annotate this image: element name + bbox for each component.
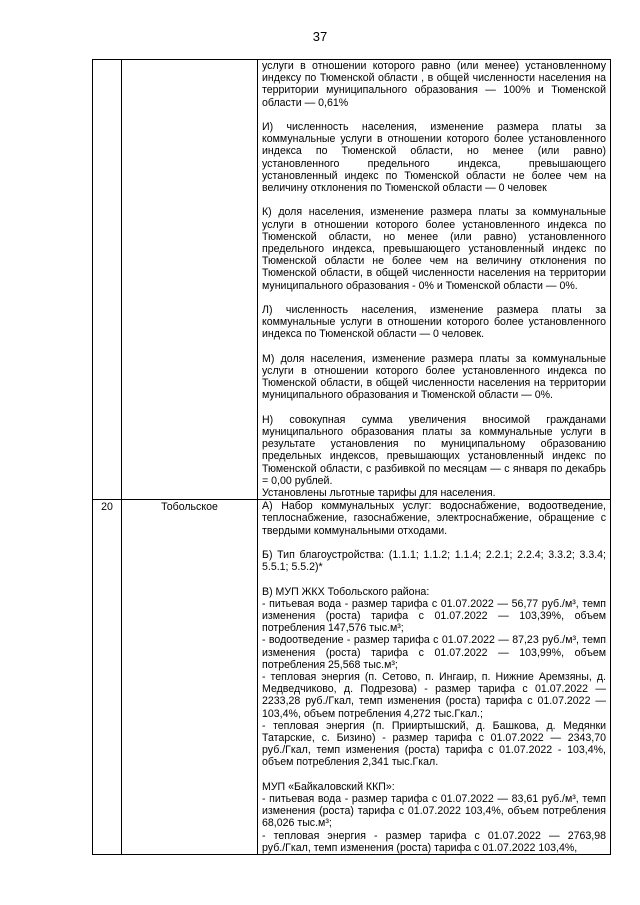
paragraph [262, 414, 606, 499]
text-line: - тепловая энергия (п. Прииртышский, д. Башкова, д. Медянки [262, 719, 606, 732]
page-number: 37 [312, 29, 328, 44]
paragraph [262, 586, 606, 769]
text-line: объем потребления 2,341 тыс.Гкал. [262, 756, 439, 769]
text-line: И) численность населения, изменение размера платы за [262, 121, 606, 133]
text-line: теплоснабжение, газоснабжение, электроснабжение, обращение с [262, 512, 606, 525]
text-line: услуги в отношении которого более установленного индекса по [262, 365, 606, 378]
text-line: изменения (роста) тарифа с 01.07.2022 103,4%, объем потребления [262, 805, 606, 818]
paragraph [262, 304, 606, 341]
text-line: территории муниципального образования — 100% и Тюменской [262, 84, 606, 97]
text-line: Тюменской области, но менее (или равно) установленного [262, 230, 606, 243]
paragraph [262, 121, 606, 194]
text-line: = 0,00 рублей. [262, 474, 333, 487]
text-line: области — 0,61% [262, 96, 349, 109]
text-line: Тюменской области не более чем на величину отклонения по [262, 255, 606, 268]
table-row-20 [93, 500, 611, 855]
text-line: - тепловая энергия - размер тарифа с 01.07.2022 — 2763,98 [262, 829, 606, 842]
table-row-previous [93, 60, 611, 500]
text-line: Л) численность населения, изменение размера платы за [262, 304, 606, 317]
text-line: МУП «Байкаловский ККП»: [262, 780, 395, 793]
text-line: Медведчиково, д. Подрезова) - размер тарифа с 01.07.2022 — [262, 683, 606, 696]
text-line: 68,026 тыс.м³; [262, 817, 332, 830]
text-line: установленного предельного индекса, превышающего [262, 157, 606, 170]
text-line: предельного индекса, превышающего установленный индекс по [262, 243, 606, 256]
text-line: Установлены льготные тарифы для населения. [262, 487, 496, 500]
paragraph [262, 206, 606, 291]
text-line: индексу по Тюменской области , в общей численности населения на [262, 72, 606, 85]
text-line: А) Набор коммунальных услуг: водоснабжение, водоотведение, [262, 500, 606, 513]
text-line: Б) Тип благоустройства: (1.1.1; 1.1.2; 1.1.4; 2.2.1; 2.2.4; 3.3.2; 3.3.4; [262, 549, 606, 562]
text-line: Тюменской области, с разбивкой по месяцам — с января по декабрь [262, 462, 606, 475]
text-line: услуги в отношении которого равно (или менее) установленному [262, 60, 606, 72]
text-line: величину отклонения по Тюменской области — 0 человек [262, 182, 547, 195]
data-table [92, 59, 611, 855]
text-line: изменения (роста) тарифа с 01.07.2022 — 103,99%, объем [262, 646, 606, 659]
paragraph [262, 60, 606, 109]
municipality-cell [122, 60, 258, 500]
text-line: - питьевая вода - размер тарифа с 01.07.2022 — 83,61 руб./м³, темп [262, 793, 606, 806]
text-line: индекса по Тюменской области, но менее (или равно) [262, 145, 606, 158]
text-line: М) доля населения, изменение размера платы за коммунальные [262, 352, 606, 365]
text-line: - тепловая энергия (п. Сетово, п. Ингаир, п. Нижние Аремзяны, д. [262, 671, 606, 684]
text-line: индекса по Тюменской области — 0 человек. [262, 328, 485, 341]
text-line: потребления 147,576 тыс.м³; [262, 622, 404, 635]
text-line: коммунальные услуги в отношении которого более установленного [262, 133, 606, 146]
text-line: изменения (роста) тарифа с 01.07.2022 — 103,39%, объем [262, 610, 606, 623]
text-line: муниципального образования платы за коммунальные услуги в [262, 426, 606, 439]
paragraph [262, 500, 606, 537]
text-line: руб./Гкал, темп изменения (роста) тарифа с 01.07.2022 103,4%, [262, 841, 578, 854]
text-line: 2233,28 руб./Гкал, темп изменения (роста) тарифа с 01.07.2022 — [262, 695, 606, 708]
text-line: Н) совокупная сумма увеличения вносимой гражданами [262, 413, 606, 426]
text-line: предельных индексов, превышающих установленный индекс по [262, 450, 606, 463]
text-line: муниципального образования - 0% и Тюменской области — 0%. [262, 279, 578, 292]
text-line: - водоотведение - размер тарифа с 01.07.2022 — 87,23 руб./м³, темп [262, 634, 606, 647]
text-line: Тюменской области, в общей численности населения на территории [262, 267, 606, 280]
text-line: муниципального образования и Тюменской области — 0%. [262, 389, 553, 402]
description-cell [258, 500, 611, 855]
text-line: руб./Гкал, темп изменения (роста) тарифа с 01.07.2022 - 103,4%, [262, 744, 606, 757]
municipality-cell: Тобольское [122, 500, 258, 855]
text-line: Тюменской области, в общей численности населения на территории [262, 377, 606, 390]
text-line: коммунальные услуги в отношении которого более установленного [262, 316, 606, 329]
text-line: 5.5.1; 5.5.2)* [262, 561, 323, 574]
text-line: К) доля населения, изменение размера платы за коммунальные [262, 206, 606, 219]
paragraph [262, 549, 606, 573]
paragraph [262, 353, 606, 402]
row-number-cell: 20 [93, 500, 122, 855]
text-line: В) МУП ЖКХ Тобольского района: [262, 585, 430, 598]
text-line: результате установления по муниципальному образованию [262, 438, 606, 451]
text-line: - питьевая вода - размер тарифа с 01.07.2022 — 56,77 руб./м³, темп [262, 597, 606, 610]
text-line: Татарские, с. Бизино) - размер тарифа с 01.07.2022 — 2343,70 [262, 732, 606, 745]
text-line: потребления 25,568 тыс.м³; [262, 658, 398, 671]
row-number-cell [93, 60, 122, 500]
text-line: установленный индекс по Тюменской области не более чем на [262, 169, 606, 182]
text-line: услуги в отношении которого более установленного индекса по [262, 218, 606, 231]
text-line: твердыми коммунальными отходами. [262, 524, 448, 537]
description-cell [258, 60, 611, 500]
paragraph [262, 781, 606, 854]
text-line: 103,4%, объем потребления 4,272 тыс.Гкал.; [262, 707, 483, 720]
